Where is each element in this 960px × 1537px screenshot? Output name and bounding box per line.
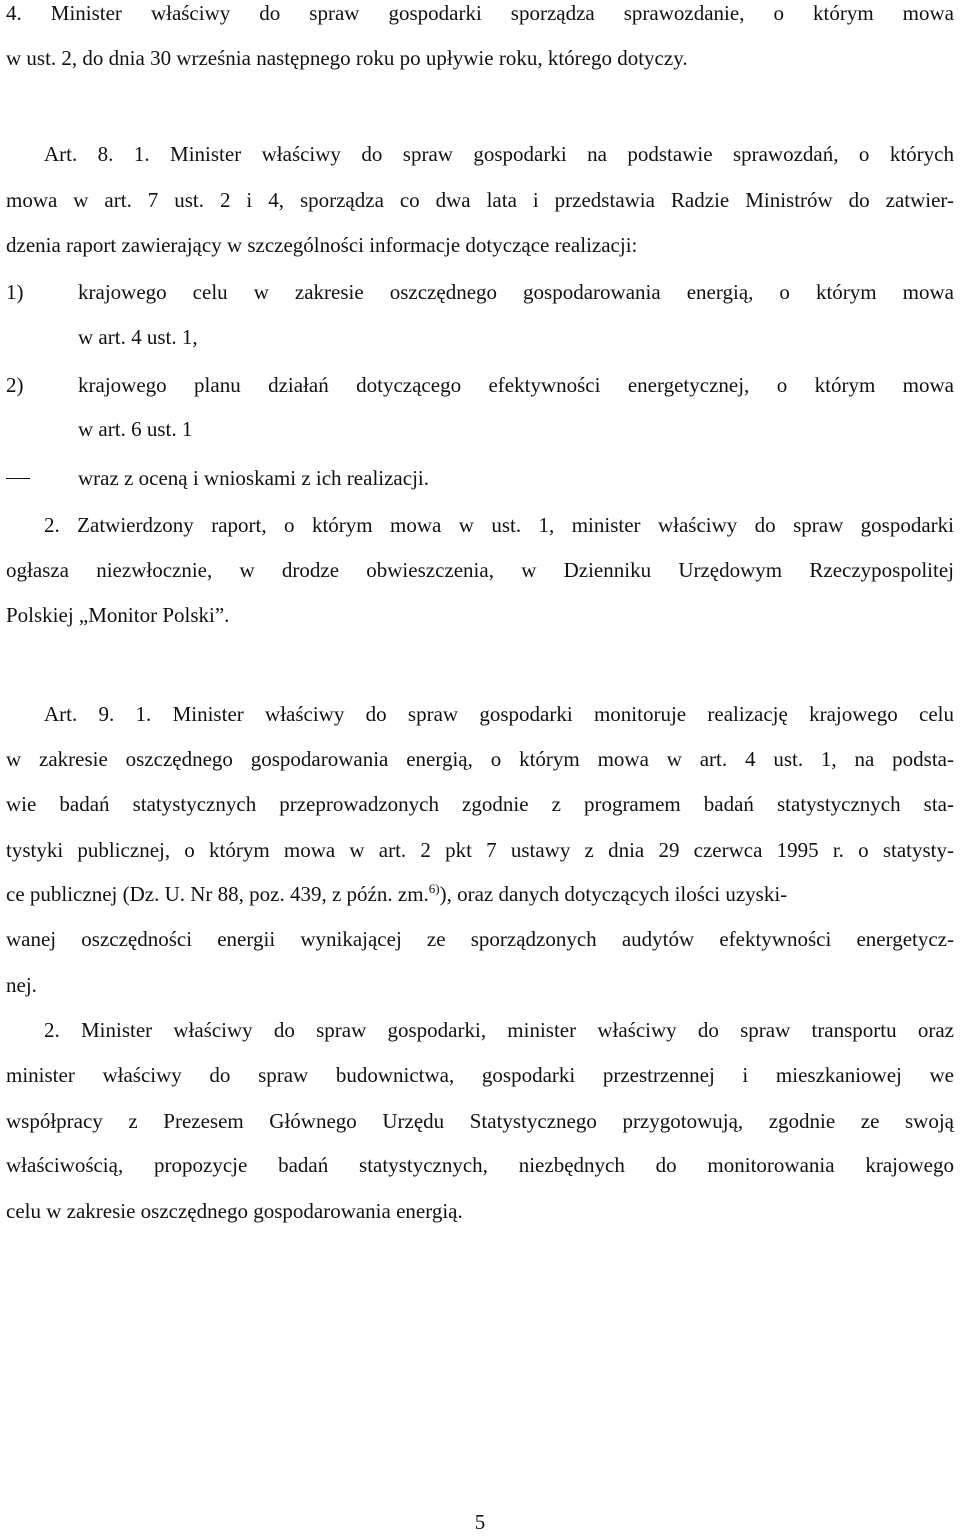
art8-line3: dzenia raport zawierający w szczególności informacje dotyczące realizacji: — [6, 233, 638, 257]
dash-marker — [6, 478, 30, 479]
art9-line3: wie badań statystycznych przeprowadzonych zgodnie z programem badań statystycznych sta- — [6, 792, 954, 816]
art9-heading-line: Art. 9. 1. Minister właściwy do spraw gospodarki monitoruje realizację krajowego celu — [44, 702, 954, 726]
art8-heading-line: Art. 8. 1. Minister właściwy do spraw gospodarki na podstawie sprawozdań, o których — [44, 142, 954, 166]
art8-ust2-line3: Polskiej „Monitor Polski”. — [6, 603, 230, 627]
footnote-ref-6: 6) — [428, 881, 440, 896]
art7-ust4-line2: w ust. 2, do dnia 30 września następnego roku po upływie roku, którego dotyczy. — [6, 46, 688, 70]
art9-line2: w zakresie oszczędnego gospodarowania energią, o którym mowa w art. 4 ust. 1, na podsta- — [6, 747, 954, 771]
art8-item1-line2: w art. 4 ust. 1, — [78, 325, 198, 349]
art9-ust2-line5: celu w zakresie oszczędnego gospodarowania energią. — [6, 1199, 463, 1223]
art8-item2-number: 2) — [6, 373, 24, 397]
art8-item2-line2: w art. 6 ust. 1 — [78, 417, 193, 441]
art9-ust2-line1: 2. Minister właściwy do spraw gospodarki, minister właściwy do spraw transportu oraz — [44, 1018, 954, 1042]
art8-line2: mowa w art. 7 ust. 2 i 4, sporządza co dwa lata i przedstawia Radzie Ministrów do zatwier- — [6, 188, 954, 212]
art9-ust2-line4: właściwością, propozycje badań statystycznych, niezbędnych do monitorowania krajowego — [6, 1153, 954, 1177]
art8-ust2-line1: 2. Zatwierdzony raport, o którym mowa w ust. 1, minister właściwy do spraw gospodarki — [44, 513, 954, 537]
art9-line6: wanej oszczędności energii wynikającej ze sporządzonych audytów efektywności energetycz- — [6, 927, 954, 951]
art9-line5 — [6, 880, 787, 908]
art9-ust2-line3: współpracy z Prezesem Głównego Urzędu Statystycznego przygotowują, zgodnie ze swoją — [6, 1109, 954, 1133]
art8-item1-number: 1) — [6, 280, 24, 304]
art8-item2-line1: krajowego planu działań dotyczącego efektywności energetycznej, o którym mowa — [78, 373, 954, 397]
page-number: 5 — [474, 1510, 486, 1534]
art9-ust2-line2: minister właściwy do spraw budownictwa, gospodarki przestrzennej i mieszkaniowej we — [6, 1063, 954, 1087]
art8-closing-line: wraz z oceną i wnioskami z ich realizacji. — [78, 466, 429, 490]
art9-line4: tystyki publicznej, o którym mowa w art. 2 pkt 7 ustawy z dnia 29 czerwca 1995 r. o statysty- — [6, 838, 954, 862]
art9-line7: nej. — [6, 973, 37, 997]
art8-ust2-line2: ogłasza niezwłocznie, w drodze obwieszczenia, w Dzienniku Urzędowym Rzeczypospolitej — [6, 558, 954, 582]
art9-line5-part2: ), oraz danych dotyczących ilości uzyski- — [439, 882, 788, 906]
art8-item1-line1: krajowego celu w zakresie oszczędnego gospodarowania energią, o którym mowa — [78, 280, 954, 304]
art9-line5-part1: ce publicznej (Dz. U. Nr 88, poz. 439, z późn. zm. — [6, 882, 429, 906]
art7-ust4-line1: 4. Minister właściwy do spraw gospodarki sporządza sprawozdanie, o którym mowa — [6, 1, 954, 25]
